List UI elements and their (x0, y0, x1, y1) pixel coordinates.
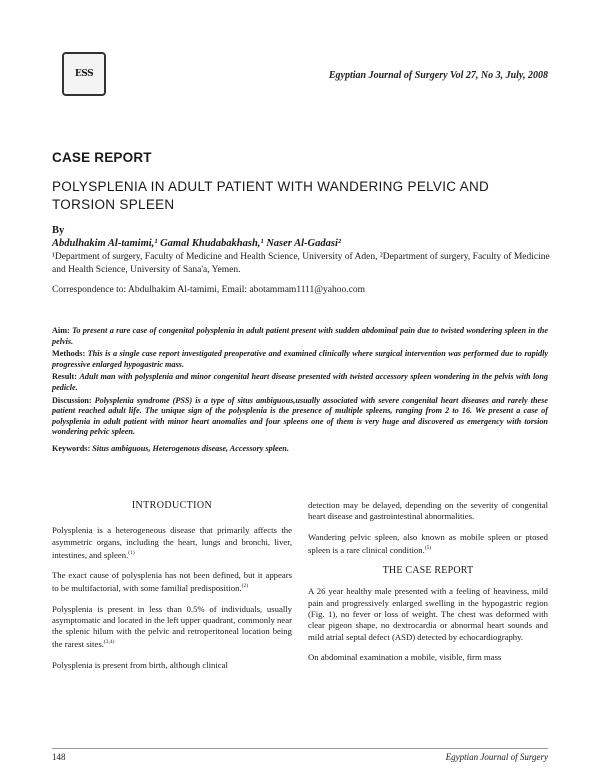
methods-label: Methods: (52, 349, 86, 359)
intro-paragraph-4: Polysplenia is present from birth, although clinical (52, 659, 228, 670)
aim-text: To present a rare case of congenital polysplenia in adult patient present with sudden abdominal pain due to twisted wondering spleen in the pelvis. (52, 326, 548, 346)
intro-paragraph-2 (52, 570, 292, 594)
col2-p2-text: Wandering pelvic spleen, also known as mobile spleen or ptosed spleen is a rare clinical condition. (308, 531, 548, 555)
footer-rule (52, 748, 548, 749)
by-label: By (52, 225, 65, 236)
journal-logo (62, 52, 106, 96)
ref-2: (2) (241, 583, 249, 590)
intro-p1-text: Polysplenia is a heterogeneous disease that primarily affects the asymmetric organs, including the heart, lungs and bronchi, liver, intestines, and spleen. (52, 525, 292, 560)
abstract-discussion (52, 396, 548, 438)
intro-p2-text: The exact cause of polysplenia has not been defined, but it appears to be multifactorial, with some familial predisposition. (52, 570, 292, 594)
ref-3: (3,4) (103, 639, 115, 646)
discussion-label: Discussion: (52, 395, 92, 405)
correspondence: Correspondence to: Abdulhakim Al-tamimi, Email: abotammam1111@yahoo.com (52, 285, 365, 295)
abstract (52, 326, 548, 457)
aim-label: Aim: (52, 326, 70, 335)
journal-header: Egyptian Journal of Surgery Vol 27, No 3, July, 2008 (328, 70, 548, 81)
footer-journal: Egyptian Journal of Surgery (445, 752, 548, 762)
keywords-label: Keywords: (52, 443, 91, 453)
methods-text: This is a single case report investigated preoperative and examined clinically where surgical intervention was performed due to rapidly progressive enlarged hypogastric mass. (52, 349, 549, 369)
case-paragraph-1: A 26 year healthy male presented with a feeling of heaviness, mild pain and progressively enlarged swelling in the hypogastric region (Fig. 1), no fever or loss of weight. The chest was deformed with clear pigeon shape, no dextrocardia or abnormal heart sounds and mild atrial septal defect (ASD) detected by echocardiography. (308, 586, 548, 642)
abstract-keywords (52, 444, 548, 455)
ref-1: (1) (128, 549, 135, 556)
case-paragraph-2: On abdominal examination a mobile, visible, firm mass (308, 651, 502, 662)
section-label: CASE REPORT (52, 150, 152, 165)
case-report-heading: THE CASE REPORT (382, 565, 474, 577)
intro-p3-text: Polysplenia is present in less than 0.5% of individuals, usually asymptomatic and located in the left upper quadrant, commonly near the splenic hilum with the pelvic and retroperitoneal location being the rarest sites. (52, 603, 292, 650)
result-label: Result: (52, 372, 78, 382)
keywords-text: Situs ambiguous, Heterogenous disease, Accessory spleen. (92, 443, 289, 453)
introduction-heading: INTRODUCTION (131, 500, 213, 511)
column-left (52, 500, 292, 680)
article-title: POLYSPLENIA IN ADULT PATIENT WITH WANDERING PELVIC AND TORSION SPLEEN (52, 179, 490, 212)
abstract-aim (52, 326, 548, 347)
abstract-result (52, 372, 548, 393)
authors: Abdulhakim Al-tamimi,¹ Gamal Khudabakhash,¹ Naser Al-Gadasi² (52, 238, 342, 249)
result-text: Adult man with polysplenia and minor congenital heart disease presented with twisted accessory spleen wondering in the pelvis with long pedicle. (52, 372, 548, 392)
intro-paragraph-3 (52, 604, 292, 651)
abstract-methods (52, 349, 548, 370)
page-number: 148 (52, 752, 66, 762)
ref-5: (5) (424, 544, 432, 551)
logo-text: ESS (74, 69, 94, 79)
column-right (308, 500, 548, 672)
col2-paragraph-2 (308, 532, 548, 556)
intro-paragraph-1 (52, 525, 292, 561)
discussion-text: Polysplenia syndrome (PSS) is a type of situs ambiguous,usually associated with severe congenital heart diseases and rarely these patient reached adult life. The unique sign of the polysplenia is the presence of multiple spleens, ranging from 2 to 16. We present a case of polysplenia in adult patient with minor heart anomalies and four spleens one of them is very huge and discovered as emergency with torsion wondering pelvic spleen. (52, 395, 548, 437)
affiliations: ¹Department of surgery, Faculty of Medicine and Health Science, University of Aden, ²Department of surgery, Faculty of Medicine and Health Science, University of Sana'a, Yemen. (52, 252, 550, 275)
col2-paragraph-1: detection may be delayed, depending on the severity of congenital heart disease and gastrointestinal abnormalities. (308, 500, 548, 522)
